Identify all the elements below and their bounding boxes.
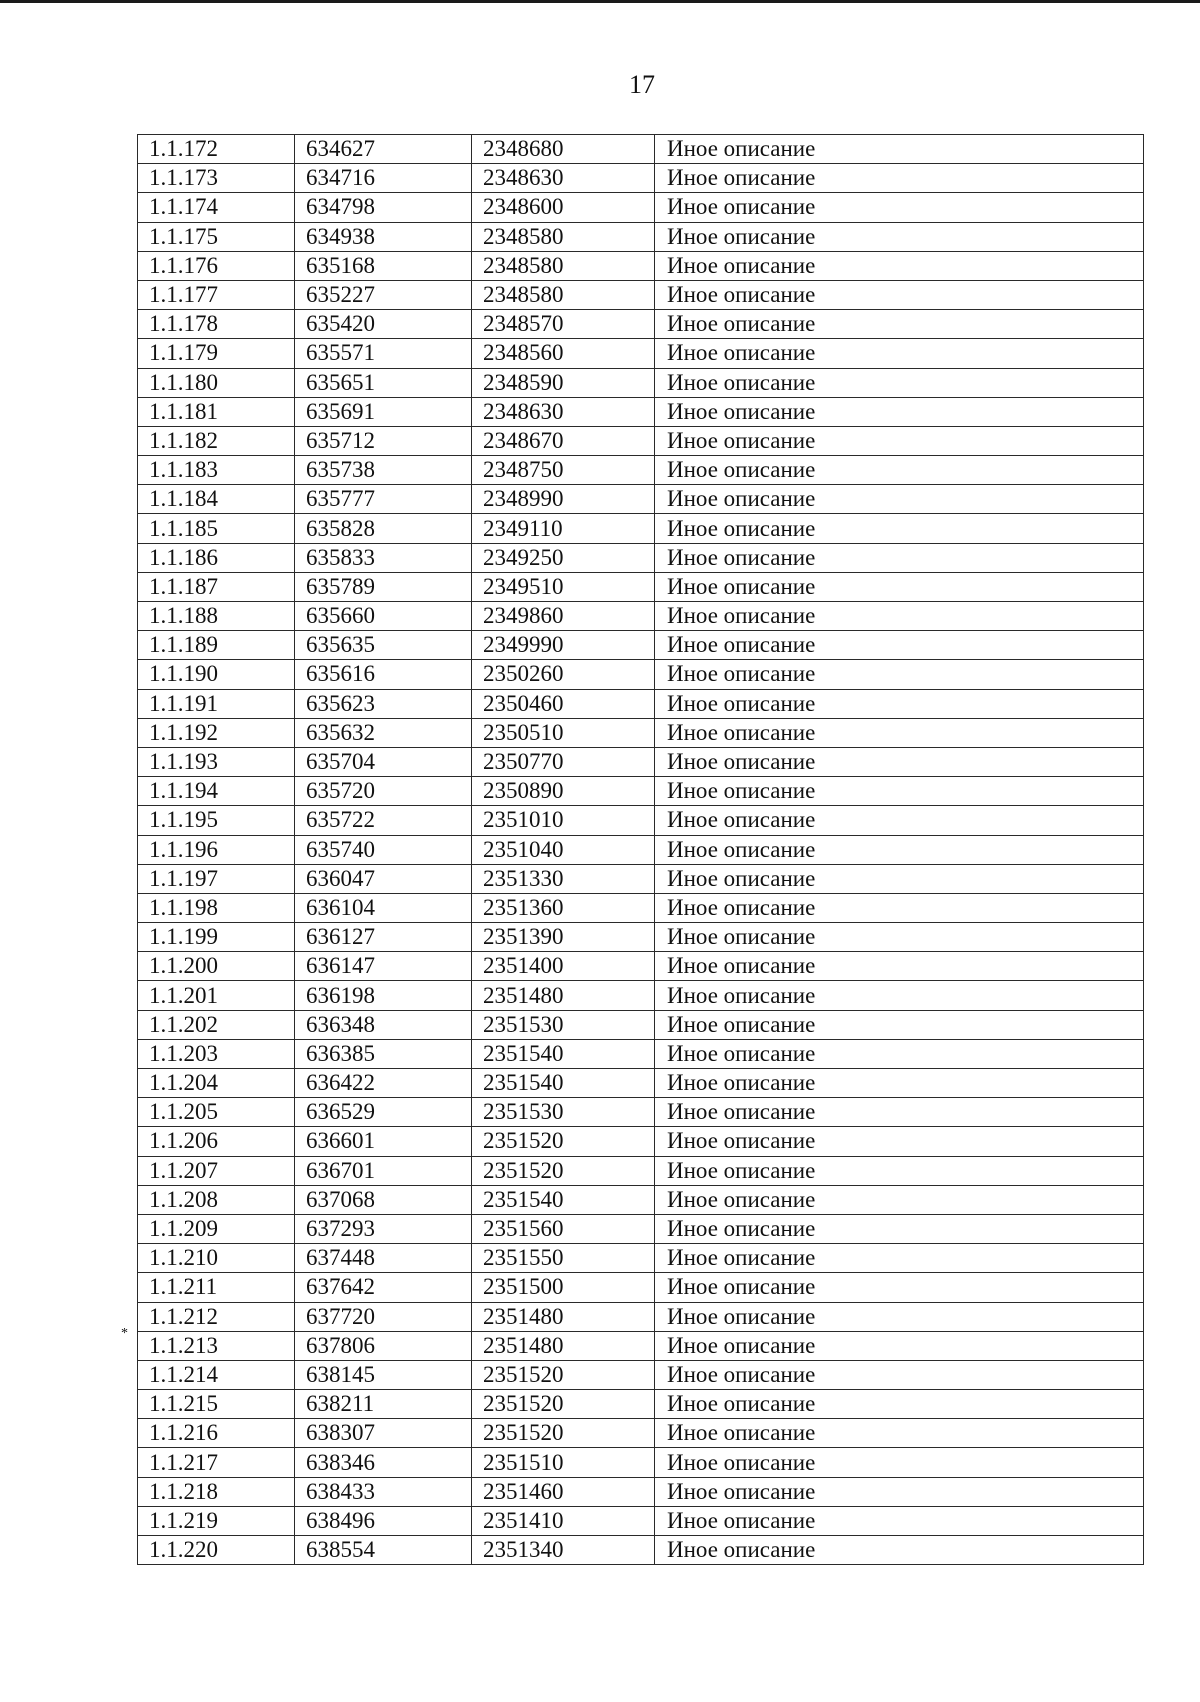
description-cell: Иное описание	[655, 689, 1144, 718]
table-row	[138, 1010, 1144, 1039]
x-coordinate-cell: 635789	[295, 572, 472, 601]
x-coordinate-cell: 638496	[295, 1506, 472, 1535]
table-row	[138, 1069, 1144, 1098]
x-coordinate-cell: 636348	[295, 1010, 472, 1039]
description-cell: Иное описание	[655, 485, 1144, 514]
point-number-cell: 1.1.216	[138, 1419, 295, 1448]
description-cell: Иное описание	[655, 280, 1144, 309]
table-row	[138, 1302, 1144, 1331]
y-coordinate-cell: 2349110	[472, 514, 655, 543]
point-number-cell: 1.1.215	[138, 1390, 295, 1419]
description-cell: Иное описание	[655, 164, 1144, 193]
y-coordinate-cell: 2351500	[472, 1273, 655, 1302]
point-number-cell: 1.1.218	[138, 1477, 295, 1506]
y-coordinate-cell: 2351390	[472, 923, 655, 952]
y-coordinate-cell: 2348990	[472, 485, 655, 514]
x-coordinate-cell: 638346	[295, 1448, 472, 1477]
description-cell: Иное описание	[655, 426, 1144, 455]
point-number-cell: 1.1.176	[138, 251, 295, 280]
table-row	[138, 893, 1144, 922]
x-coordinate-cell: 635623	[295, 689, 472, 718]
table-row	[138, 310, 1144, 339]
point-number-cell: 1.1.179	[138, 339, 295, 368]
x-coordinate-cell: 636385	[295, 1039, 472, 1068]
description-cell: Иное описание	[655, 251, 1144, 280]
x-coordinate-cell: 635828	[295, 514, 472, 543]
point-number-cell: 1.1.195	[138, 806, 295, 835]
table-row	[138, 572, 1144, 601]
point-number-cell: 1.1.201	[138, 981, 295, 1010]
x-coordinate-cell: 634716	[295, 164, 472, 193]
table-row	[138, 251, 1144, 280]
point-number-cell: 1.1.199	[138, 923, 295, 952]
y-coordinate-cell: 2351040	[472, 835, 655, 864]
x-coordinate-cell: 635632	[295, 718, 472, 747]
description-cell: Иное описание	[655, 1506, 1144, 1535]
table-row	[138, 923, 1144, 952]
x-coordinate-cell: 635635	[295, 631, 472, 660]
description-cell: Иное описание	[655, 339, 1144, 368]
y-coordinate-cell: 2351550	[472, 1244, 655, 1273]
point-number-cell: 1.1.210	[138, 1244, 295, 1273]
table-row	[138, 689, 1144, 718]
table-row	[138, 952, 1144, 981]
point-number-cell: 1.1.172	[138, 135, 295, 164]
x-coordinate-cell: 635420	[295, 310, 472, 339]
description-cell: Иное описание	[655, 1360, 1144, 1389]
table-row	[138, 1127, 1144, 1156]
table-row	[138, 981, 1144, 1010]
y-coordinate-cell: 2351540	[472, 1069, 655, 1098]
point-number-cell: 1.1.198	[138, 893, 295, 922]
description-cell: Иное описание	[655, 1214, 1144, 1243]
y-coordinate-cell: 2349990	[472, 631, 655, 660]
y-coordinate-cell: 2351510	[472, 1448, 655, 1477]
table-row	[138, 222, 1144, 251]
x-coordinate-cell: 636422	[295, 1069, 472, 1098]
description-cell: Иное описание	[655, 193, 1144, 222]
table-row	[138, 1390, 1144, 1419]
table-row	[138, 747, 1144, 776]
y-coordinate-cell: 2351530	[472, 1098, 655, 1127]
x-coordinate-cell: 635720	[295, 777, 472, 806]
y-coordinate-cell: 2349860	[472, 602, 655, 631]
x-coordinate-cell: 636198	[295, 981, 472, 1010]
margin-mark: *	[121, 1326, 128, 1341]
point-number-cell: 1.1.220	[138, 1536, 295, 1565]
description-cell: Иное описание	[655, 1302, 1144, 1331]
x-coordinate-cell: 638554	[295, 1536, 472, 1565]
description-cell: Иное описание	[655, 310, 1144, 339]
x-coordinate-cell: 635722	[295, 806, 472, 835]
point-number-cell: 1.1.207	[138, 1156, 295, 1185]
point-number-cell: 1.1.174	[138, 193, 295, 222]
table-row	[138, 193, 1144, 222]
description-cell: Иное описание	[655, 1098, 1144, 1127]
y-coordinate-cell: 2351460	[472, 1477, 655, 1506]
description-cell: Иное описание	[655, 1156, 1144, 1185]
x-coordinate-cell: 636529	[295, 1098, 472, 1127]
y-coordinate-cell: 2350460	[472, 689, 655, 718]
table-row	[138, 631, 1144, 660]
table-row	[138, 1360, 1144, 1389]
table-row	[138, 1273, 1144, 1302]
point-number-cell: 1.1.194	[138, 777, 295, 806]
x-coordinate-cell: 637642	[295, 1273, 472, 1302]
table-row	[138, 485, 1144, 514]
description-cell: Иное описание	[655, 835, 1144, 864]
point-number-cell: 1.1.214	[138, 1360, 295, 1389]
description-cell: Иное описание	[655, 1069, 1144, 1098]
x-coordinate-cell: 637806	[295, 1331, 472, 1360]
y-coordinate-cell: 2351330	[472, 864, 655, 893]
y-coordinate-cell: 2351400	[472, 952, 655, 981]
x-coordinate-cell: 635712	[295, 426, 472, 455]
table-row	[138, 1506, 1144, 1535]
table-row	[138, 864, 1144, 893]
description-cell: Иное описание	[655, 1273, 1144, 1302]
x-coordinate-cell: 636601	[295, 1127, 472, 1156]
table-row	[138, 1244, 1144, 1273]
y-coordinate-cell: 2351480	[472, 981, 655, 1010]
x-coordinate-cell: 635691	[295, 397, 472, 426]
description-cell: Иное описание	[655, 1477, 1144, 1506]
y-coordinate-cell: 2350510	[472, 718, 655, 747]
y-coordinate-cell: 2348670	[472, 426, 655, 455]
point-number-cell: 1.1.196	[138, 835, 295, 864]
description-cell: Иное описание	[655, 1331, 1144, 1360]
point-number-cell: 1.1.202	[138, 1010, 295, 1039]
point-number-cell: 1.1.181	[138, 397, 295, 426]
description-cell: Иное описание	[655, 864, 1144, 893]
x-coordinate-cell: 634627	[295, 135, 472, 164]
y-coordinate-cell: 2348560	[472, 339, 655, 368]
description-cell: Иное описание	[655, 1448, 1144, 1477]
y-coordinate-cell: 2351530	[472, 1010, 655, 1039]
description-cell: Иное описание	[655, 1010, 1144, 1039]
table-row	[138, 602, 1144, 631]
description-cell: Иное описание	[655, 135, 1144, 164]
y-coordinate-cell: 2351410	[472, 1506, 655, 1535]
description-cell: Иное описание	[655, 747, 1144, 776]
description-cell: Иное описание	[655, 602, 1144, 631]
description-cell: Иное описание	[655, 718, 1144, 747]
table-row	[138, 1185, 1144, 1214]
description-cell: Иное описание	[655, 572, 1144, 601]
x-coordinate-cell: 635227	[295, 280, 472, 309]
point-number-cell: 1.1.177	[138, 280, 295, 309]
y-coordinate-cell: 2351540	[472, 1039, 655, 1068]
table-row	[138, 135, 1144, 164]
table-row	[138, 777, 1144, 806]
y-coordinate-cell: 2349510	[472, 572, 655, 601]
description-cell: Иное описание	[655, 1536, 1144, 1565]
point-number-cell: 1.1.209	[138, 1214, 295, 1243]
point-number-cell: 1.1.180	[138, 368, 295, 397]
point-number-cell: 1.1.190	[138, 660, 295, 689]
point-number-cell: 1.1.178	[138, 310, 295, 339]
x-coordinate-cell: 636047	[295, 864, 472, 893]
y-coordinate-cell: 2348750	[472, 456, 655, 485]
point-number-cell: 1.1.188	[138, 602, 295, 631]
x-coordinate-cell: 638211	[295, 1390, 472, 1419]
x-coordinate-cell: 637720	[295, 1302, 472, 1331]
x-coordinate-cell: 637068	[295, 1185, 472, 1214]
x-coordinate-cell: 635571	[295, 339, 472, 368]
y-coordinate-cell: 2351520	[472, 1419, 655, 1448]
description-cell: Иное описание	[655, 222, 1144, 251]
description-cell: Иное описание	[655, 368, 1144, 397]
coordinates-table	[137, 134, 1144, 1565]
x-coordinate-cell: 638145	[295, 1360, 472, 1389]
table-row	[138, 1536, 1144, 1565]
x-coordinate-cell: 634798	[295, 193, 472, 222]
point-number-cell: 1.1.211	[138, 1273, 295, 1302]
point-number-cell: 1.1.183	[138, 456, 295, 485]
description-cell: Иное описание	[655, 1244, 1144, 1273]
x-coordinate-cell: 635738	[295, 456, 472, 485]
y-coordinate-cell: 2348570	[472, 310, 655, 339]
point-number-cell: 1.1.213	[138, 1331, 295, 1360]
description-cell: Иное описание	[655, 543, 1144, 572]
description-cell: Иное описание	[655, 1419, 1144, 1448]
point-number-cell: 1.1.197	[138, 864, 295, 893]
table-row	[138, 1039, 1144, 1068]
table-row	[138, 835, 1144, 864]
point-number-cell: 1.1.208	[138, 1185, 295, 1214]
y-coordinate-cell: 2348580	[472, 280, 655, 309]
y-coordinate-cell: 2348590	[472, 368, 655, 397]
description-cell: Иное описание	[655, 1127, 1144, 1156]
y-coordinate-cell: 2348680	[472, 135, 655, 164]
description-cell: Иное описание	[655, 952, 1144, 981]
table-row	[138, 806, 1144, 835]
x-coordinate-cell: 635833	[295, 543, 472, 572]
x-coordinate-cell: 636127	[295, 923, 472, 952]
x-coordinate-cell: 635168	[295, 251, 472, 280]
y-coordinate-cell: 2351560	[472, 1214, 655, 1243]
table-row	[138, 1477, 1144, 1506]
scan-top-edge	[0, 0, 1200, 3]
table-row	[138, 164, 1144, 193]
table-row	[138, 1214, 1144, 1243]
point-number-cell: 1.1.186	[138, 543, 295, 572]
table-row	[138, 1331, 1144, 1360]
y-coordinate-cell: 2351520	[472, 1156, 655, 1185]
table-row	[138, 1419, 1144, 1448]
y-coordinate-cell: 2348630	[472, 164, 655, 193]
table-row	[138, 660, 1144, 689]
description-cell: Иное описание	[655, 923, 1144, 952]
y-coordinate-cell: 2351540	[472, 1185, 655, 1214]
table-row	[138, 718, 1144, 747]
table-row	[138, 426, 1144, 455]
point-number-cell: 1.1.182	[138, 426, 295, 455]
y-coordinate-cell: 2351010	[472, 806, 655, 835]
table-row	[138, 280, 1144, 309]
point-number-cell: 1.1.191	[138, 689, 295, 718]
y-coordinate-cell: 2351520	[472, 1127, 655, 1156]
point-number-cell: 1.1.175	[138, 222, 295, 251]
x-coordinate-cell: 635651	[295, 368, 472, 397]
y-coordinate-cell: 2348580	[472, 222, 655, 251]
description-cell: Иное описание	[655, 893, 1144, 922]
x-coordinate-cell: 635660	[295, 602, 472, 631]
x-coordinate-cell: 636104	[295, 893, 472, 922]
table-row	[138, 339, 1144, 368]
y-coordinate-cell: 2351340	[472, 1536, 655, 1565]
description-cell: Иное описание	[655, 1390, 1144, 1419]
point-number-cell: 1.1.185	[138, 514, 295, 543]
x-coordinate-cell: 635740	[295, 835, 472, 864]
y-coordinate-cell: 2351520	[472, 1390, 655, 1419]
y-coordinate-cell: 2348630	[472, 397, 655, 426]
description-cell: Иное описание	[655, 456, 1144, 485]
x-coordinate-cell: 636701	[295, 1156, 472, 1185]
x-coordinate-cell: 635777	[295, 485, 472, 514]
point-number-cell: 1.1.219	[138, 1506, 295, 1535]
point-number-cell: 1.1.205	[138, 1098, 295, 1127]
x-coordinate-cell: 634938	[295, 222, 472, 251]
y-coordinate-cell: 2348600	[472, 193, 655, 222]
page-number: 17	[629, 70, 655, 99]
point-number-cell: 1.1.192	[138, 718, 295, 747]
point-number-cell: 1.1.173	[138, 164, 295, 193]
y-coordinate-cell: 2350770	[472, 747, 655, 776]
point-number-cell: 1.1.193	[138, 747, 295, 776]
point-number-cell: 1.1.217	[138, 1448, 295, 1477]
y-coordinate-cell: 2351360	[472, 893, 655, 922]
table-row	[138, 514, 1144, 543]
description-cell: Иное описание	[655, 1039, 1144, 1068]
x-coordinate-cell: 637293	[295, 1214, 472, 1243]
y-coordinate-cell: 2350260	[472, 660, 655, 689]
description-cell: Иное описание	[655, 806, 1144, 835]
point-number-cell: 1.1.206	[138, 1127, 295, 1156]
description-cell: Иное описание	[655, 397, 1144, 426]
description-cell: Иное описание	[655, 660, 1144, 689]
description-cell: Иное описание	[655, 1185, 1144, 1214]
point-number-cell: 1.1.184	[138, 485, 295, 514]
point-number-cell: 1.1.187	[138, 572, 295, 601]
x-coordinate-cell: 635704	[295, 747, 472, 776]
x-coordinate-cell: 638433	[295, 1477, 472, 1506]
point-number-cell: 1.1.212	[138, 1302, 295, 1331]
description-cell: Иное описание	[655, 631, 1144, 660]
y-coordinate-cell: 2350890	[472, 777, 655, 806]
point-number-cell: 1.1.200	[138, 952, 295, 981]
y-coordinate-cell: 2348580	[472, 251, 655, 280]
table-row	[138, 456, 1144, 485]
point-number-cell: 1.1.204	[138, 1069, 295, 1098]
y-coordinate-cell: 2351480	[472, 1302, 655, 1331]
y-coordinate-cell: 2349250	[472, 543, 655, 572]
x-coordinate-cell: 638307	[295, 1419, 472, 1448]
table-row	[138, 368, 1144, 397]
description-cell: Иное описание	[655, 981, 1144, 1010]
x-coordinate-cell: 636147	[295, 952, 472, 981]
table-row	[138, 1098, 1144, 1127]
table-row	[138, 1448, 1144, 1477]
description-cell: Иное описание	[655, 514, 1144, 543]
y-coordinate-cell: 2351520	[472, 1360, 655, 1389]
point-number-cell: 1.1.189	[138, 631, 295, 660]
table-row	[138, 1156, 1144, 1185]
coordinates-table-body	[138, 135, 1144, 1565]
table-row	[138, 543, 1144, 572]
point-number-cell: 1.1.203	[138, 1039, 295, 1068]
x-coordinate-cell: 637448	[295, 1244, 472, 1273]
y-coordinate-cell: 2351480	[472, 1331, 655, 1360]
description-cell: Иное описание	[655, 777, 1144, 806]
table-row	[138, 397, 1144, 426]
x-coordinate-cell: 635616	[295, 660, 472, 689]
